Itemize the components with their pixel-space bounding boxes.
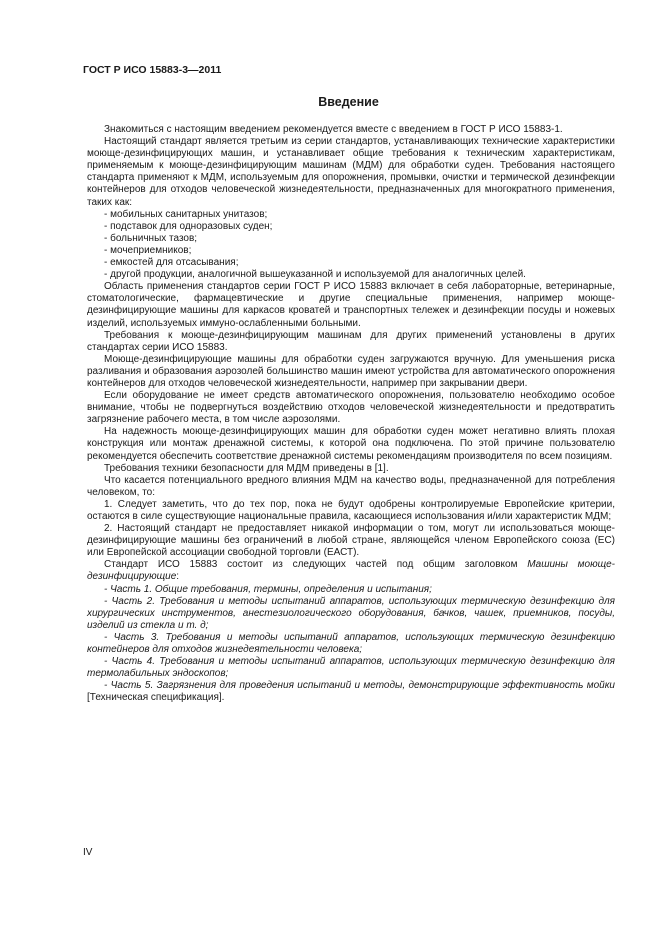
part-5-title: - Часть 5. Загрязнения для проведения испытаний и методы, демонстрирующие эффективность мойки <box>104 680 615 692</box>
document-body <box>87 124 615 705</box>
numbered-item: 1. Следует заметить, что до тех пор, пока не будут одобрены контролируемые Европейские критерии, остаются в силе существующие национальные правила, касающиеся использования и/или характеристик МДМ; <box>87 498 615 522</box>
part-item: - Часть 4. Требования и методы испытаний аппаратов, использующих термическую дезинфекцию для термолабильных эндоскопов; <box>87 656 615 680</box>
document-header: ГОСТ Р ИСО 15883-3—2011 <box>83 64 222 76</box>
part-item: - Часть 2. Требования и методы испытаний аппаратов, использующих термическую дезинфекцию для хирургических инструментов, анестезиологического оборудования, бачков, чашек, приемников, посуды, изделий из стекла и т. д; <box>87 595 615 631</box>
part-item-5 <box>87 680 615 704</box>
paragraph: Настоящий стандарт является третьим из серии стандартов, устанавливающих технические характеристики моюще-дезинфицирующих машин, и устанавливает общие требования к техническим характеристикам, применяемым к моюще-дезинфицирующим машинам (МДМ) для обработки суден. Требования настоящего стандарта применяют к МДМ, используемым для опорожнения, промывки, очистки и термической дезинфекции контейнеров для отходов человеческой жизнедеятельности, предназначенных для многократного применения, таких как: <box>87 136 615 208</box>
paragraph: На надежность моюще-дезинфицирующих машин для обработки суден может негативно влиять плохая конструкция или монтаж дренажной системы, к которой она подключена. По этой причине пользователю рекомендуется обеспечить соответствие дренажной системы рекомендациям производителя по всем позициям. <box>87 426 615 462</box>
section-title: Введение <box>318 95 379 109</box>
part-5-spec: [Техническая спецификация]. <box>87 692 225 704</box>
page-number: IV <box>83 847 93 858</box>
list-item: - мобильных санитарных унитазов; <box>104 208 268 220</box>
list-item: - емкостей для отсасывания; <box>104 257 239 269</box>
parts-intro <box>87 559 615 583</box>
numbered-item: 2. Настоящий стандарт не предоставляет никакой информации о том, могут ли использоваться моюще-дезинфицирующие машины без ограничений в любой стране, являющейся членом Европейского союза (ЕС) или Европейской ассоциации свободной торговли (ЕАСТ). <box>87 523 615 559</box>
paragraph: Требования к моюще-дезинфицирующим машинам для других применений установлены в других стандартах серии ИСО 15883. <box>87 329 615 353</box>
paragraph: Что касается потенциального вредного влияния МДМ на качество воды, предназначенной для потребления человеком, то: <box>87 474 615 498</box>
parts-intro-text: Стандарт ИСО 15883 состоит из следующих частей под общим заголовком <box>104 559 528 571</box>
parts-intro-title: Машины моюще-дезинфицирующие <box>87 559 615 583</box>
list-item: - подставок для одноразовых суден; <box>104 220 273 232</box>
part-item: - Часть 3. Требования и методы испытаний аппаратов, использующих термическую дезинфекцию контейнеров для отходов жизнедеятельности человека; <box>87 631 615 656</box>
list-item: - другой продукции, аналогичной вышеуказанной и используемой для аналогичных целей. <box>104 269 526 281</box>
paragraph: Знакомиться с настоящим введением рекомендуется вместе с введением в ГОСТ Р ИСО 15883-1. <box>104 124 563 135</box>
parts-intro-end: : <box>176 571 180 583</box>
paragraph: Область применения стандартов серии ГОСТ Р ИСО 15883 включает в себя лабораторные, ветеринарные, стоматологические, фармацевтические и другие специальные применения, например моюще-дезинфицирующие машины для каркасов кроватей и транспортных тележек и дезинфекции посуды и ножевых изделий, используемых иммуно-ослабленными больными. <box>87 281 615 329</box>
paragraph: Требования техники безопасности для МДМ приведены в [1]. <box>104 462 389 474</box>
list-item: - мочеприемников; <box>104 244 192 256</box>
paragraph: Если оборудование не имеет средств автоматического опорожнения, пользователю необходимо особое внимание, чтобы не подвергнуться воздействию отходов человеческой жизнедеятельности и предотвратить загрязнение рабочего места, в том числе аэрозолями. <box>87 390 615 426</box>
part-item: - Часть 1. Общие требования, термины, определения и испытания; <box>104 583 432 595</box>
list-item: - больничных тазов; <box>104 232 198 244</box>
paragraph: Моюще-дезинфицирующие машины для обработки суден загружаются вручную. Для уменьшения риска разливания и образования аэрозолей большинство машин имеют устройства для автоматического опорожнения контейнеров для отходов человеческой жизнедеятельности, например при закрывании двери. <box>87 353 615 389</box>
